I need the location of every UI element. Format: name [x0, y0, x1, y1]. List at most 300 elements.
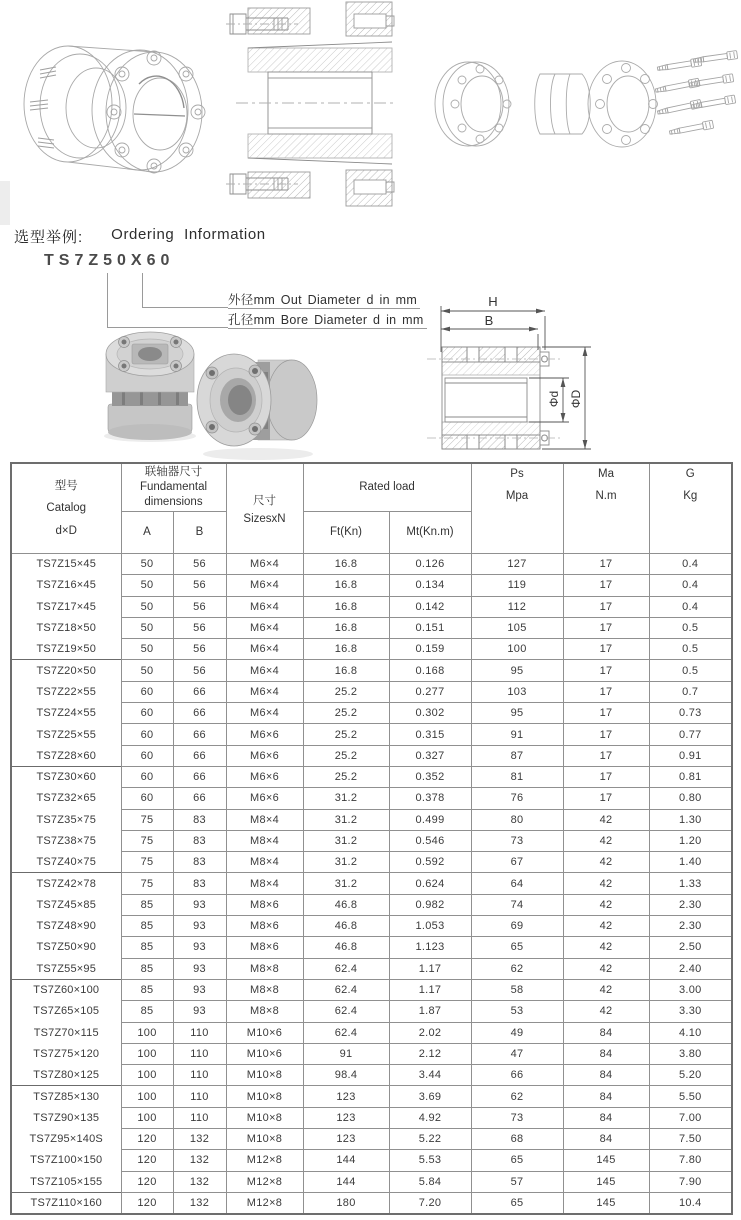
value-cell: 123 — [303, 1107, 389, 1128]
value-cell: 1.123 — [389, 937, 471, 958]
value-cell: 66 — [471, 1065, 563, 1086]
value-cell: 0.546 — [389, 830, 471, 851]
value-cell: 0.4 — [649, 596, 732, 617]
value-cell: 85 — [121, 958, 173, 979]
connector-line — [107, 273, 108, 327]
value-cell: 60 — [121, 703, 173, 724]
value-cell: M6×4 — [226, 639, 303, 660]
value-cell: M6×4 — [226, 575, 303, 596]
value-cell: 119 — [471, 575, 563, 596]
catalog-cell: TS7Z75×120 — [11, 1043, 121, 1064]
value-cell: 3.30 — [649, 1001, 732, 1022]
catalog-cell: TS7Z15×45 — [11, 554, 121, 575]
value-cell: M12×8 — [226, 1150, 303, 1171]
catalog-cell: TS7Z30×60 — [11, 766, 121, 787]
value-cell: 50 — [121, 617, 173, 638]
value-cell: 83 — [173, 852, 226, 873]
value-cell: 2.02 — [389, 1022, 471, 1043]
value-cell: 50 — [121, 596, 173, 617]
value-cell: 93 — [173, 979, 226, 1000]
value-cell: 0.151 — [389, 617, 471, 638]
table-row — [11, 766, 732, 787]
value-cell: 4.10 — [649, 1022, 732, 1043]
value-cell: 66 — [173, 724, 226, 745]
value-cell: M8×4 — [226, 830, 303, 851]
connector-line — [142, 307, 228, 308]
catalog-cell: TS7Z25×55 — [11, 724, 121, 745]
table-row — [11, 660, 732, 681]
value-cell: 0.91 — [649, 745, 732, 766]
value-cell: 25.2 — [303, 724, 389, 745]
value-cell: 0.80 — [649, 788, 732, 809]
value-cell: 56 — [173, 617, 226, 638]
value-cell: 31.2 — [303, 809, 389, 830]
value-cell: 42 — [563, 937, 649, 958]
value-cell: 31.2 — [303, 788, 389, 809]
value-cell: 93 — [173, 894, 226, 915]
table-row — [11, 873, 732, 894]
value-cell: 53 — [471, 1001, 563, 1022]
value-cell: 0.315 — [389, 724, 471, 745]
coupling-isometric-drawing — [22, 30, 227, 190]
value-cell: 42 — [563, 830, 649, 851]
catalog-cell: TS7Z20×50 — [11, 660, 121, 681]
dim-label-h: H — [488, 294, 498, 309]
value-cell: 145 — [563, 1192, 649, 1214]
table-row — [11, 1043, 732, 1064]
table-row — [11, 745, 732, 766]
value-cell: 85 — [121, 894, 173, 915]
value-cell: 0.499 — [389, 809, 471, 830]
ordering-code: TS7Z50X60 — [44, 252, 175, 269]
value-cell: 42 — [563, 979, 649, 1000]
value-cell: 65 — [471, 1192, 563, 1214]
value-cell: 66 — [173, 766, 226, 787]
value-cell: 56 — [173, 596, 226, 617]
value-cell: 42 — [563, 809, 649, 830]
table-row — [11, 639, 732, 660]
value-cell: M8×6 — [226, 894, 303, 915]
value-cell: 4.92 — [389, 1107, 471, 1128]
value-cell: 60 — [121, 788, 173, 809]
value-cell: 85 — [121, 1001, 173, 1022]
value-cell: 93 — [173, 958, 226, 979]
table-row — [11, 596, 732, 617]
value-cell: 5.50 — [649, 1086, 732, 1107]
dim-label-b: B — [484, 313, 494, 328]
value-cell: 1.33 — [649, 873, 732, 894]
dim-label-phi-d-big: ΦD — [569, 389, 583, 409]
table-row — [11, 724, 732, 745]
value-cell: 83 — [173, 809, 226, 830]
value-cell: 67 — [471, 852, 563, 873]
value-cell: 16.8 — [303, 596, 389, 617]
table-row — [11, 575, 732, 596]
value-cell: 42 — [563, 1001, 649, 1022]
value-cell: 69 — [471, 916, 563, 937]
catalog-cell: TS7Z19×50 — [11, 639, 121, 660]
ordering-title-en: Ordering Information — [111, 226, 266, 243]
value-cell: 16.8 — [303, 617, 389, 638]
value-cell: 100 — [121, 1065, 173, 1086]
col-header-g: G Kg — [649, 463, 732, 554]
value-cell: 2.12 — [389, 1043, 471, 1064]
coupling-section-drawing — [228, 2, 396, 207]
value-cell: M10×8 — [226, 1107, 303, 1128]
value-cell: 145 — [563, 1171, 649, 1192]
catalog-cell: TS7Z50×90 — [11, 937, 121, 958]
value-cell: 75 — [121, 809, 173, 830]
table-row — [11, 916, 732, 937]
catalog-cell: TS7Z65×105 — [11, 1001, 121, 1022]
table-row — [11, 617, 732, 638]
value-cell: 3.69 — [389, 1086, 471, 1107]
value-cell: 74 — [471, 894, 563, 915]
catalog-table-body — [11, 554, 732, 1215]
value-cell: M8×8 — [226, 1001, 303, 1022]
catalog-cell: TS7Z105×155 — [11, 1171, 121, 1192]
value-cell: 66 — [173, 745, 226, 766]
table-row — [11, 830, 732, 851]
value-cell: 66 — [173, 681, 226, 702]
value-cell: 105 — [471, 617, 563, 638]
catalog-cell: TS7Z32×65 — [11, 788, 121, 809]
value-cell: 120 — [121, 1150, 173, 1171]
value-cell: 65 — [471, 937, 563, 958]
value-cell: 0.5 — [649, 660, 732, 681]
value-cell: M8×8 — [226, 958, 303, 979]
value-cell: 42 — [563, 852, 649, 873]
value-cell: 17 — [563, 766, 649, 787]
value-cell: 84 — [563, 1129, 649, 1150]
value-cell: 16.8 — [303, 660, 389, 681]
value-cell: 42 — [563, 916, 649, 937]
table-row — [11, 1065, 732, 1086]
value-cell: M10×6 — [226, 1022, 303, 1043]
value-cell: 50 — [121, 554, 173, 575]
table-row — [11, 1171, 732, 1192]
value-cell: 7.50 — [649, 1129, 732, 1150]
catalog-cell: TS7Z55×95 — [11, 958, 121, 979]
value-cell: 3.44 — [389, 1065, 471, 1086]
col-header-ps: Ps Mpa — [471, 463, 563, 554]
value-cell: 50 — [121, 660, 173, 681]
catalog-cell: TS7Z60×100 — [11, 979, 121, 1000]
value-cell: 0.982 — [389, 894, 471, 915]
table-row — [11, 703, 732, 724]
value-cell: M10×8 — [226, 1129, 303, 1150]
value-cell: 1.17 — [389, 958, 471, 979]
value-cell: 1.17 — [389, 979, 471, 1000]
catalog-cell: TS7Z95×140S — [11, 1129, 121, 1150]
value-cell: M6×4 — [226, 554, 303, 575]
value-cell: 17 — [563, 575, 649, 596]
value-cell: 100 — [121, 1086, 173, 1107]
coupling-photo-side-view — [196, 342, 321, 462]
value-cell: 7.00 — [649, 1107, 732, 1128]
value-cell: 50 — [121, 639, 173, 660]
catalog-cell: TS7Z90×135 — [11, 1107, 121, 1128]
value-cell: 120 — [121, 1171, 173, 1192]
value-cell: 0.73 — [649, 703, 732, 724]
value-cell: 16.8 — [303, 575, 389, 596]
value-cell: 84 — [563, 1022, 649, 1043]
value-cell: 56 — [173, 639, 226, 660]
value-cell: 0.352 — [389, 766, 471, 787]
value-cell: 31.2 — [303, 852, 389, 873]
catalog-cell: TS7Z40×75 — [11, 852, 121, 873]
value-cell: 75 — [121, 852, 173, 873]
catalog-cell: TS7Z45×85 — [11, 894, 121, 915]
value-cell: 1.87 — [389, 1001, 471, 1022]
table-row — [11, 1086, 732, 1107]
value-cell: M8×4 — [226, 809, 303, 830]
connector-line — [142, 273, 143, 307]
value-cell: M8×6 — [226, 937, 303, 958]
value-cell: 5.22 — [389, 1129, 471, 1150]
page-edge-artifact — [0, 181, 10, 225]
col-header-fundamental: 联轴器尺寸 Fundamental dimensions — [121, 463, 226, 512]
coupling-photo-top-view — [100, 328, 200, 443]
value-cell: 93 — [173, 937, 226, 958]
value-cell: 3.00 — [649, 979, 732, 1000]
table-row — [11, 1129, 732, 1150]
catalog-cell: TS7Z22×55 — [11, 681, 121, 702]
value-cell: 17 — [563, 788, 649, 809]
table-row — [11, 681, 732, 702]
col-header-ma: Ma N.m — [563, 463, 649, 554]
col-header-catalog: 型号 Catalog d×D — [11, 463, 121, 554]
table-row — [11, 979, 732, 1000]
value-cell: 47 — [471, 1043, 563, 1064]
value-cell: 56 — [173, 660, 226, 681]
table-row — [11, 809, 732, 830]
value-cell: 62.4 — [303, 1001, 389, 1022]
table-row — [11, 1150, 732, 1171]
catalog-cell: TS7Z16×45 — [11, 575, 121, 596]
value-cell: 0.378 — [389, 788, 471, 809]
value-cell: M6×6 — [226, 724, 303, 745]
value-cell: 83 — [173, 830, 226, 851]
value-cell: 120 — [121, 1192, 173, 1214]
value-cell: 0.4 — [649, 575, 732, 596]
value-cell: 42 — [563, 873, 649, 894]
value-cell: 87 — [471, 745, 563, 766]
value-cell: 144 — [303, 1171, 389, 1192]
value-cell: 17 — [563, 703, 649, 724]
value-cell: 100 — [121, 1107, 173, 1128]
value-cell: 46.8 — [303, 937, 389, 958]
value-cell: 80 — [471, 809, 563, 830]
value-cell: 85 — [121, 979, 173, 1000]
catalog-cell: TS7Z18×50 — [11, 617, 121, 638]
value-cell: 123 — [303, 1129, 389, 1150]
value-cell: 180 — [303, 1192, 389, 1214]
catalog-cell: TS7Z70×115 — [11, 1022, 121, 1043]
table-row — [11, 958, 732, 979]
value-cell: 120 — [121, 1129, 173, 1150]
value-cell: 62.4 — [303, 958, 389, 979]
value-cell: 7.20 — [389, 1192, 471, 1214]
value-cell: 127 — [471, 554, 563, 575]
value-cell: 5.53 — [389, 1150, 471, 1171]
table-row — [11, 1107, 732, 1128]
value-cell: 62.4 — [303, 1022, 389, 1043]
catalog-table — [10, 462, 733, 1215]
value-cell: 91 — [471, 724, 563, 745]
table-row — [11, 1001, 732, 1022]
value-cell: 132 — [173, 1171, 226, 1192]
value-cell: 93 — [173, 916, 226, 937]
value-cell: 17 — [563, 660, 649, 681]
value-cell: 50 — [121, 575, 173, 596]
value-cell: 110 — [173, 1065, 226, 1086]
catalog-cell: TS7Z48×90 — [11, 916, 121, 937]
value-cell: 1.40 — [649, 852, 732, 873]
value-cell: M6×6 — [226, 766, 303, 787]
value-cell: 84 — [563, 1107, 649, 1128]
catalog-cell: TS7Z42×78 — [11, 873, 121, 894]
value-cell: 73 — [471, 1107, 563, 1128]
value-cell: 75 — [121, 873, 173, 894]
value-cell: M12×8 — [226, 1192, 303, 1214]
value-cell: 132 — [173, 1192, 226, 1214]
value-cell: 98.4 — [303, 1065, 389, 1086]
value-cell: 17 — [563, 681, 649, 702]
value-cell: 62.4 — [303, 979, 389, 1000]
value-cell: 81 — [471, 766, 563, 787]
catalog-cell: TS7Z100×150 — [11, 1150, 121, 1171]
value-cell: 10.4 — [649, 1192, 732, 1214]
catalog-cell: TS7Z17×45 — [11, 596, 121, 617]
value-cell: 62 — [471, 958, 563, 979]
value-cell: 85 — [121, 916, 173, 937]
table-row — [11, 852, 732, 873]
value-cell: 7.90 — [649, 1171, 732, 1192]
value-cell: 1.053 — [389, 916, 471, 937]
value-cell: 56 — [173, 554, 226, 575]
catalog-cell: TS7Z110×160 — [11, 1192, 121, 1214]
value-cell: 0.277 — [389, 681, 471, 702]
value-cell: 17 — [563, 724, 649, 745]
value-cell: M8×6 — [226, 916, 303, 937]
value-cell: M6×4 — [226, 703, 303, 724]
value-cell: 60 — [121, 745, 173, 766]
value-cell: 145 — [563, 1150, 649, 1171]
value-cell: 95 — [471, 703, 563, 724]
ordering-title-cn: 选型举例: — [14, 229, 84, 246]
value-cell: 85 — [121, 937, 173, 958]
value-cell: 132 — [173, 1150, 226, 1171]
value-cell: 5.20 — [649, 1065, 732, 1086]
value-cell: 0.5 — [649, 639, 732, 660]
col-header-a: A — [121, 512, 173, 554]
col-header-sizes: 尺寸 SizesxN — [226, 463, 303, 554]
value-cell: 66 — [173, 703, 226, 724]
value-cell: 0.159 — [389, 639, 471, 660]
value-cell: 42 — [563, 894, 649, 915]
value-cell: 0.4 — [649, 554, 732, 575]
col-header-rated-load: Rated load — [303, 463, 471, 512]
value-cell: 2.50 — [649, 937, 732, 958]
value-cell: 0.327 — [389, 745, 471, 766]
value-cell: 60 — [121, 724, 173, 745]
value-cell: 93 — [173, 1001, 226, 1022]
value-cell: 91 — [303, 1043, 389, 1064]
value-cell: 0.126 — [389, 554, 471, 575]
value-cell: 100 — [471, 639, 563, 660]
value-cell: M6×6 — [226, 788, 303, 809]
value-cell: M12×8 — [226, 1171, 303, 1192]
value-cell: 75 — [121, 830, 173, 851]
value-cell: M8×8 — [226, 979, 303, 1000]
value-cell: M6×4 — [226, 596, 303, 617]
col-header-ft: Ft(Kn) — [303, 512, 389, 554]
table-row — [11, 788, 732, 809]
value-cell: 2.30 — [649, 916, 732, 937]
value-cell: 0.142 — [389, 596, 471, 617]
value-cell: 17 — [563, 596, 649, 617]
value-cell: 84 — [563, 1086, 649, 1107]
value-cell: 60 — [121, 681, 173, 702]
value-cell: 0.168 — [389, 660, 471, 681]
value-cell: 42 — [563, 958, 649, 979]
ordering-section-title — [14, 226, 266, 247]
value-cell: 17 — [563, 554, 649, 575]
value-cell: 65 — [471, 1150, 563, 1171]
value-cell: 73 — [471, 830, 563, 851]
value-cell: 3.80 — [649, 1043, 732, 1064]
value-cell: 5.84 — [389, 1171, 471, 1192]
value-cell: 144 — [303, 1150, 389, 1171]
value-cell: 25.2 — [303, 703, 389, 724]
bolts-drawing — [653, 55, 741, 155]
value-cell: 0.81 — [649, 766, 732, 787]
value-cell: 7.80 — [649, 1150, 732, 1171]
value-cell: 103 — [471, 681, 563, 702]
value-cell: 49 — [471, 1022, 563, 1043]
value-cell: 57 — [471, 1171, 563, 1192]
value-cell: 2.30 — [649, 894, 732, 915]
value-cell: 25.2 — [303, 745, 389, 766]
value-cell: 112 — [471, 596, 563, 617]
value-cell: 84 — [563, 1043, 649, 1064]
value-cell: 1.30 — [649, 809, 732, 830]
value-cell: 0.302 — [389, 703, 471, 724]
value-cell: M6×4 — [226, 681, 303, 702]
out-diameter-label: 外径mm Out Diameter d in mm — [228, 290, 420, 309]
value-cell: M6×4 — [226, 617, 303, 638]
value-cell: 0.77 — [649, 724, 732, 745]
value-cell: 60 — [121, 766, 173, 787]
value-cell: 16.8 — [303, 554, 389, 575]
value-cell: 46.8 — [303, 894, 389, 915]
value-cell: 64 — [471, 873, 563, 894]
value-cell: 110 — [173, 1086, 226, 1107]
value-cell: 68 — [471, 1129, 563, 1150]
value-cell: 66 — [173, 788, 226, 809]
value-cell: 0.624 — [389, 873, 471, 894]
value-cell: 17 — [563, 639, 649, 660]
value-cell: 100 — [121, 1043, 173, 1064]
table-row — [11, 937, 732, 958]
dim-label-phi-d-small: Φd — [547, 390, 561, 408]
catalog-cell: TS7Z24×55 — [11, 703, 121, 724]
value-cell: 0.5 — [649, 617, 732, 638]
dimension-diagram — [425, 292, 741, 467]
value-cell: 110 — [173, 1107, 226, 1128]
catalog-cell: TS7Z35×75 — [11, 809, 121, 830]
